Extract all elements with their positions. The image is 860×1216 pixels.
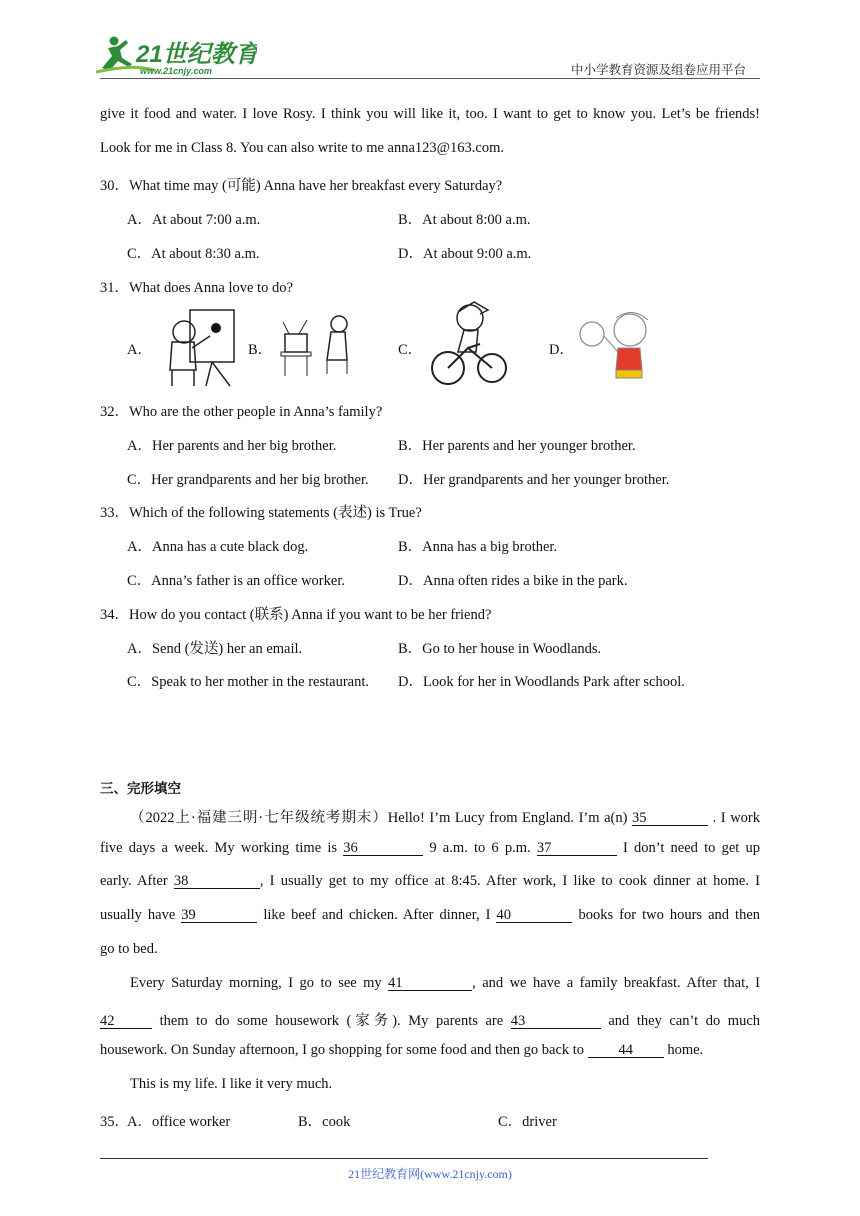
option: C．Anna’s father is an office worker. (127, 573, 345, 589)
option: C． (398, 342, 423, 358)
option: B．Go to her house in Woodlands. (398, 641, 602, 657)
option: B．Her parents and her younger brother. (398, 438, 636, 454)
blank-36[interactable]: 36 (343, 841, 423, 856)
playing-ball-picture-icon (576, 306, 664, 386)
option: A． (127, 342, 152, 358)
header-rule (100, 78, 760, 79)
option: A．Her parents and her big brother. (127, 438, 337, 454)
watching-tv-picture-icon (277, 312, 355, 376)
option: C．At about 8:30 a.m. (127, 246, 260, 262)
riding-bike-picture-icon (428, 300, 512, 388)
option: B．cook (298, 1114, 351, 1130)
question-number: 35． (100, 1114, 129, 1130)
passage-line: Look for me in Class 8. You can also write to me anna123@163.com. (100, 140, 504, 156)
question-stem: 34．How do you contact (联系) Anna if you want to be her friend? (100, 607, 492, 623)
cloze-line: early. After 38 , I usually get to my office at 8:45. After work, I like to cook dinner at home. I (100, 873, 760, 889)
running-man-logo-icon (92, 34, 257, 78)
blank-43[interactable]: 43 (511, 1014, 601, 1029)
blank-41[interactable]: 41 (388, 976, 472, 991)
footer-rule (100, 1158, 708, 1159)
option: A．Send (发送) her an email. (127, 641, 303, 657)
svg-text:21世纪教育: 21世纪教育 (136, 41, 257, 68)
question-stem: 33．Which of the following statements (表述) is True? (100, 505, 422, 521)
blank-44[interactable]: 44 (588, 1043, 664, 1058)
question-stem: 31．What does Anna love to do? (100, 280, 293, 296)
question-stem: 30．What time may (可能) Anna have her breakfast every Saturday? (100, 178, 503, 194)
option: D．Her grandparents and her younger brother. (398, 472, 670, 488)
option: C．Speak to her mother in the restaurant. (127, 674, 370, 690)
cloze-line: This is my life. I like it very much. (130, 1076, 333, 1092)
blank-38[interactable]: 38 (174, 874, 260, 889)
option: D．Look for her in Woodlands Park after school. (398, 674, 685, 690)
question-stem: 32．Who are the other people in Anna’s family? (100, 404, 383, 420)
blank-39[interactable]: 39 (181, 908, 257, 923)
blank-40[interactable]: 40 (496, 908, 572, 923)
blank-35[interactable]: 35 (632, 811, 708, 826)
option: B．At about 8:00 a.m. (398, 212, 531, 228)
cloze-line: Every Saturday morning, I go to see my 41 , and we have a family breakfast. After that, I (130, 975, 761, 991)
option: B．Anna has a big brother. (398, 539, 558, 555)
option: B． (248, 342, 273, 358)
option: C．Her grandparents and her big brother. (127, 472, 369, 488)
blank-37[interactable]: 37 (537, 841, 617, 856)
section-title: 三、完形填空 (100, 781, 181, 797)
site-logo (92, 34, 257, 78)
platform-title: 中小学教育资源及组卷应用平台 (571, 62, 747, 77)
option: A．Anna has a cute black dog. (127, 539, 309, 555)
cloze-line: housework. On Sunday afternoon, I go shopping for some food and then go back to 44 home. (100, 1042, 704, 1058)
passage-line: give it food and water. I love Rosy. I think you will like it, too. I want to get to know you. Let’s be friends! (100, 106, 760, 122)
option: A．office worker (127, 1114, 231, 1130)
option: D．At about 9:00 a.m. (398, 246, 532, 262)
option: C．driver (498, 1114, 557, 1130)
option: D． (549, 342, 574, 358)
cloze-line: five days a week. My working time is 36 9 a.m. to 6 p.m. 37 I don’t need to get up (100, 840, 760, 856)
cloze-line: go to bed. (100, 941, 158, 957)
painting-picture-icon (150, 306, 245, 388)
option: D．Anna often rides a bike in the park. (398, 573, 628, 589)
option: A．At about 7:00 a.m. (127, 212, 261, 228)
cloze-line: （2022上·福建三明·七年级统考期末）Hello! I’m Lucy from England. I’m a(n) 35 . I work (130, 810, 760, 826)
footer-link[interactable]: 21世纪教育网(www.21cnjy.com) (348, 1167, 512, 1181)
svg-text:www.21cnjy.com: www.21cnjy.com (140, 66, 212, 76)
cloze-line: 42 them to do some housework (家务). My parents are 43 and they can’t do much (100, 1013, 761, 1029)
cloze-line: usually have 39 like beef and chicken. After dinner, I 40 books for two hours and then (100, 907, 760, 923)
blank-42[interactable]: 42 (100, 1014, 152, 1029)
